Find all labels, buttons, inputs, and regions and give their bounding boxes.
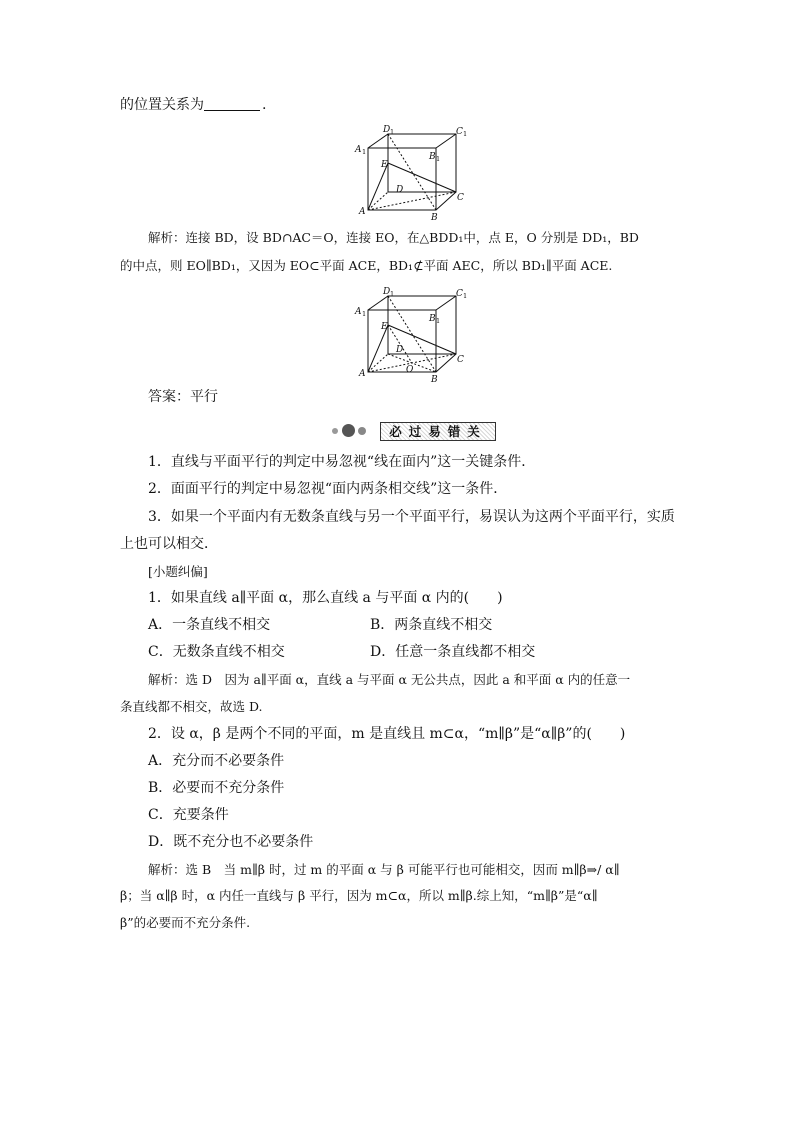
q2-option-b: B．必要而不充分条件 (148, 780, 285, 796)
pitfall-2: 2．面面平行的判定中易忽视“面内两条相交线”这一条件． (148, 481, 508, 497)
label-e: E (381, 160, 388, 170)
q2-stem: 2．设 α，β 是两个不同的平面，m 是直线且 m⊂α，“m∥β”是“α∥β”的( ) (148, 726, 626, 742)
q1-analysis-line-1: 解析：选 D 因为 a∥平面 α，直线 a 与平面 α 无公共点，因此 a 和平面 α 内的任意一 (148, 672, 631, 687)
svg-text:1: 1 (390, 290, 395, 298)
pitfall-3: 3．如果一个平面内有无数条直线与另一个平面平行，易误认为这两个平面平行，实质 (148, 509, 675, 525)
label-a: A (359, 369, 366, 379)
q1-option-b: B．两条直线不相交 (370, 617, 493, 633)
label-c1: C (456, 127, 463, 137)
banner-dot-small (332, 428, 338, 434)
label-d1: D (383, 125, 391, 135)
section-banner (330, 422, 496, 440)
label-a1: A (355, 307, 362, 317)
label-o: O (406, 365, 414, 375)
question-tail: 的位置关系为 . (120, 97, 267, 113)
banner-box (380, 422, 496, 441)
q2-option-c: C．充要条件 (148, 807, 229, 823)
label-c: C (457, 355, 464, 365)
q1-option-a: A．一条直线不相交 (148, 617, 271, 633)
label-e: E (381, 322, 388, 332)
q1-option-d: D．任意一条直线都不相交 (370, 644, 536, 660)
pitfall-1: 1．直线与平面平行的判定中易忽视“线在面内”这一关键条件． (148, 454, 536, 470)
answer-line: 答案：平行 (148, 389, 218, 405)
svg-text:1: 1 (436, 155, 441, 163)
label-b1: B (429, 314, 436, 324)
label-c: C (457, 193, 464, 203)
cube-figure-1 (352, 124, 482, 224)
q2-analysis-line-3: β”的必要而不充分条件. (120, 915, 251, 930)
label-b: B (431, 213, 438, 220)
cube-diagram-1 (352, 124, 482, 220)
analysis-1-line-1: 解析：连接 BD，设 BD∩AC＝O，连接 EO，在△BDD₁中，点 E，O 分别是 DD₁，BD (148, 230, 639, 245)
banner-dot-medium (358, 427, 366, 435)
label-b1: B (429, 152, 436, 162)
label-a1: A (355, 145, 362, 155)
q1-option-c: C．无数条直线不相交 (148, 644, 285, 660)
svg-text:1: 1 (436, 317, 441, 325)
banner-dot-large (342, 424, 355, 437)
label-b: B (431, 375, 438, 382)
cube-figure-2 (352, 286, 482, 386)
svg-text:1: 1 (463, 292, 468, 300)
label-d: D (396, 345, 404, 355)
label-a: A (359, 207, 366, 217)
banner-label: 必过易错关 (389, 424, 487, 439)
svg-text:1: 1 (463, 130, 468, 138)
q2-analysis-line-2: β；当 α∥β 时，α 内任一直线与 β 平行，因为 m⊂α，所以 m∥β.综上知，“m∥β”是“α∥ (120, 888, 598, 903)
svg-text:1: 1 (390, 128, 395, 136)
analysis-1-line-2: 的中点，则 EO∥BD₁，又因为 EO⊂平面 ACE，BD₁⊄平面 AEC，所以 BD₁∥平面 ACE. (120, 258, 613, 273)
q2-analysis-line-1: 解析：选 B 当 m∥β 时，过 m 的平面 α 与 β 可能平行也可能相交，因而 m∥β⇒/ α∥ (148, 862, 620, 877)
q1-analysis-line-2: 条直线都不相交，故选 D. (120, 699, 263, 714)
label-d1: D (383, 287, 391, 297)
cube-diagram-2 (352, 286, 482, 382)
svg-text:1: 1 (362, 148, 367, 156)
q2-option-a: A．充分而不必要条件 (148, 753, 285, 769)
svg-text:1: 1 (362, 310, 367, 318)
answer-blank (204, 96, 260, 111)
label-c1: C (456, 289, 463, 299)
q2-option-d: D．既不充分也不必要条件 (148, 834, 314, 850)
label-d: D (396, 185, 404, 195)
q1-stem: 1．如果直线 a∥平面 α，那么直线 a 与平面 α 内的( ) (148, 590, 503, 606)
section-title: [小题纠偏] (148, 564, 208, 579)
question-text: 的位置关系为 (120, 97, 204, 113)
pitfall-3-continued: 上也可以相交． (120, 536, 218, 552)
